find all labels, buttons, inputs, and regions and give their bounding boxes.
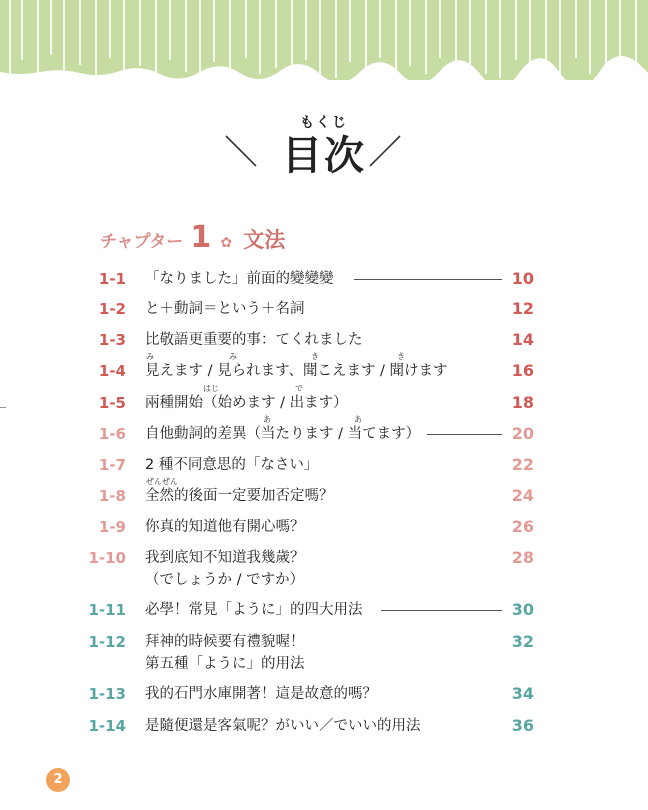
entry-number: 1-9 xyxy=(98,518,126,536)
entry-page: 20 xyxy=(511,424,534,443)
entry-number: 1-12 xyxy=(88,633,126,651)
furigana: あ xyxy=(263,415,271,424)
chapter-heading xyxy=(100,220,286,255)
entry-title: 比敬語更重要的事：てくれました xyxy=(145,332,363,348)
entry-number: 1-10 xyxy=(88,549,126,567)
entry-title xyxy=(145,631,305,675)
chapter-name: 文法 xyxy=(243,228,286,252)
entry-page: 12 xyxy=(511,299,534,318)
entry-title: 2 種不同意思的「なさい」 xyxy=(145,457,319,473)
furigana: はじ xyxy=(203,384,219,393)
furigana: み xyxy=(146,352,154,361)
entry-number: 1-4 xyxy=(98,362,126,380)
entry-title-line1: 拜神的時候要有禮貌喔！ xyxy=(145,634,305,650)
furigana: き xyxy=(311,352,319,361)
entry-page: 26 xyxy=(511,517,534,536)
furigana: き xyxy=(397,352,405,361)
entry-page: 30 xyxy=(511,600,534,619)
entry-page: 34 xyxy=(511,684,534,703)
page-number-badge: 2 xyxy=(46,768,70,792)
entry-page: 10 xyxy=(511,269,534,288)
entry-number: 1-14 xyxy=(88,717,126,735)
furigana: み xyxy=(229,352,237,361)
chapter-label: チャプター xyxy=(100,232,184,252)
entry-page: 18 xyxy=(511,393,534,412)
entry-title: 我的石門水庫開著！這是故意的嗎？ xyxy=(145,686,377,702)
leader-line xyxy=(427,434,502,435)
entry-number: 1-3 xyxy=(98,331,126,349)
entry-page: 36 xyxy=(511,716,534,735)
page-title: 目次 xyxy=(282,133,366,179)
entry-title: 是隨便還是客氣呢？がいい／でいい的用法 xyxy=(145,718,421,734)
entry-number: 1-5 xyxy=(98,394,126,412)
entry-page: 16 xyxy=(511,361,534,380)
furigana: あ xyxy=(354,415,362,424)
entry-page: 14 xyxy=(511,330,534,349)
entry-title-line2: 第五種「ように」的用法 xyxy=(145,656,305,672)
entry-number: 1-1 xyxy=(98,270,126,288)
entry-title: 全然的後面一定要加否定嗎？ xyxy=(145,488,334,504)
chapter-number: 1 xyxy=(190,220,212,255)
entry-page: 22 xyxy=(511,455,534,474)
entry-page: 24 xyxy=(511,486,534,505)
entry-title-line2: （でしょうか / ですか） xyxy=(145,572,305,588)
entry-title: 自他動詞的差異（当たります / 当てます） xyxy=(145,426,421,442)
entry-title: 見えます / 見られます、聞こえます / 聞けます xyxy=(145,363,448,379)
leader-line xyxy=(354,279,502,280)
entry-page: 32 xyxy=(511,632,534,651)
entry-title: と＋動詞＝という＋名詞 xyxy=(145,301,305,317)
entry-title xyxy=(145,547,305,591)
furigana: で xyxy=(295,384,303,393)
furigana: ぜんぜん xyxy=(146,477,178,486)
entry-number: 1-7 xyxy=(98,456,126,474)
flower-icon: ✿ xyxy=(220,234,233,251)
entry-title-line1: 我到底知不知道我幾歲？ xyxy=(145,550,305,566)
title-ruby: もくじ xyxy=(300,115,348,131)
toc-title-block xyxy=(0,108,648,178)
entry-title: 兩種開始（始めます / 出ます） xyxy=(145,395,348,411)
entry-title: 你真的知道他有開心嗎？ xyxy=(145,519,305,535)
entry-title: 「なりました」前面的變變變 xyxy=(145,271,334,287)
entry-number: 1-2 xyxy=(98,300,126,318)
entry-number: 1-11 xyxy=(88,601,126,619)
left-slash-decoration xyxy=(222,132,262,172)
entry-page: 28 xyxy=(511,548,534,567)
leader-line xyxy=(381,610,502,611)
entry-number: 1-8 xyxy=(98,487,126,505)
right-slash-decoration xyxy=(366,132,406,172)
stripe-pattern xyxy=(0,0,648,80)
entry-number: 1-13 xyxy=(88,685,126,703)
decorative-header-band xyxy=(0,0,648,80)
crop-mark xyxy=(0,407,6,408)
entry-title: 必學！常見「ように」的四大用法 xyxy=(145,602,363,618)
entry-number: 1-6 xyxy=(98,425,126,443)
